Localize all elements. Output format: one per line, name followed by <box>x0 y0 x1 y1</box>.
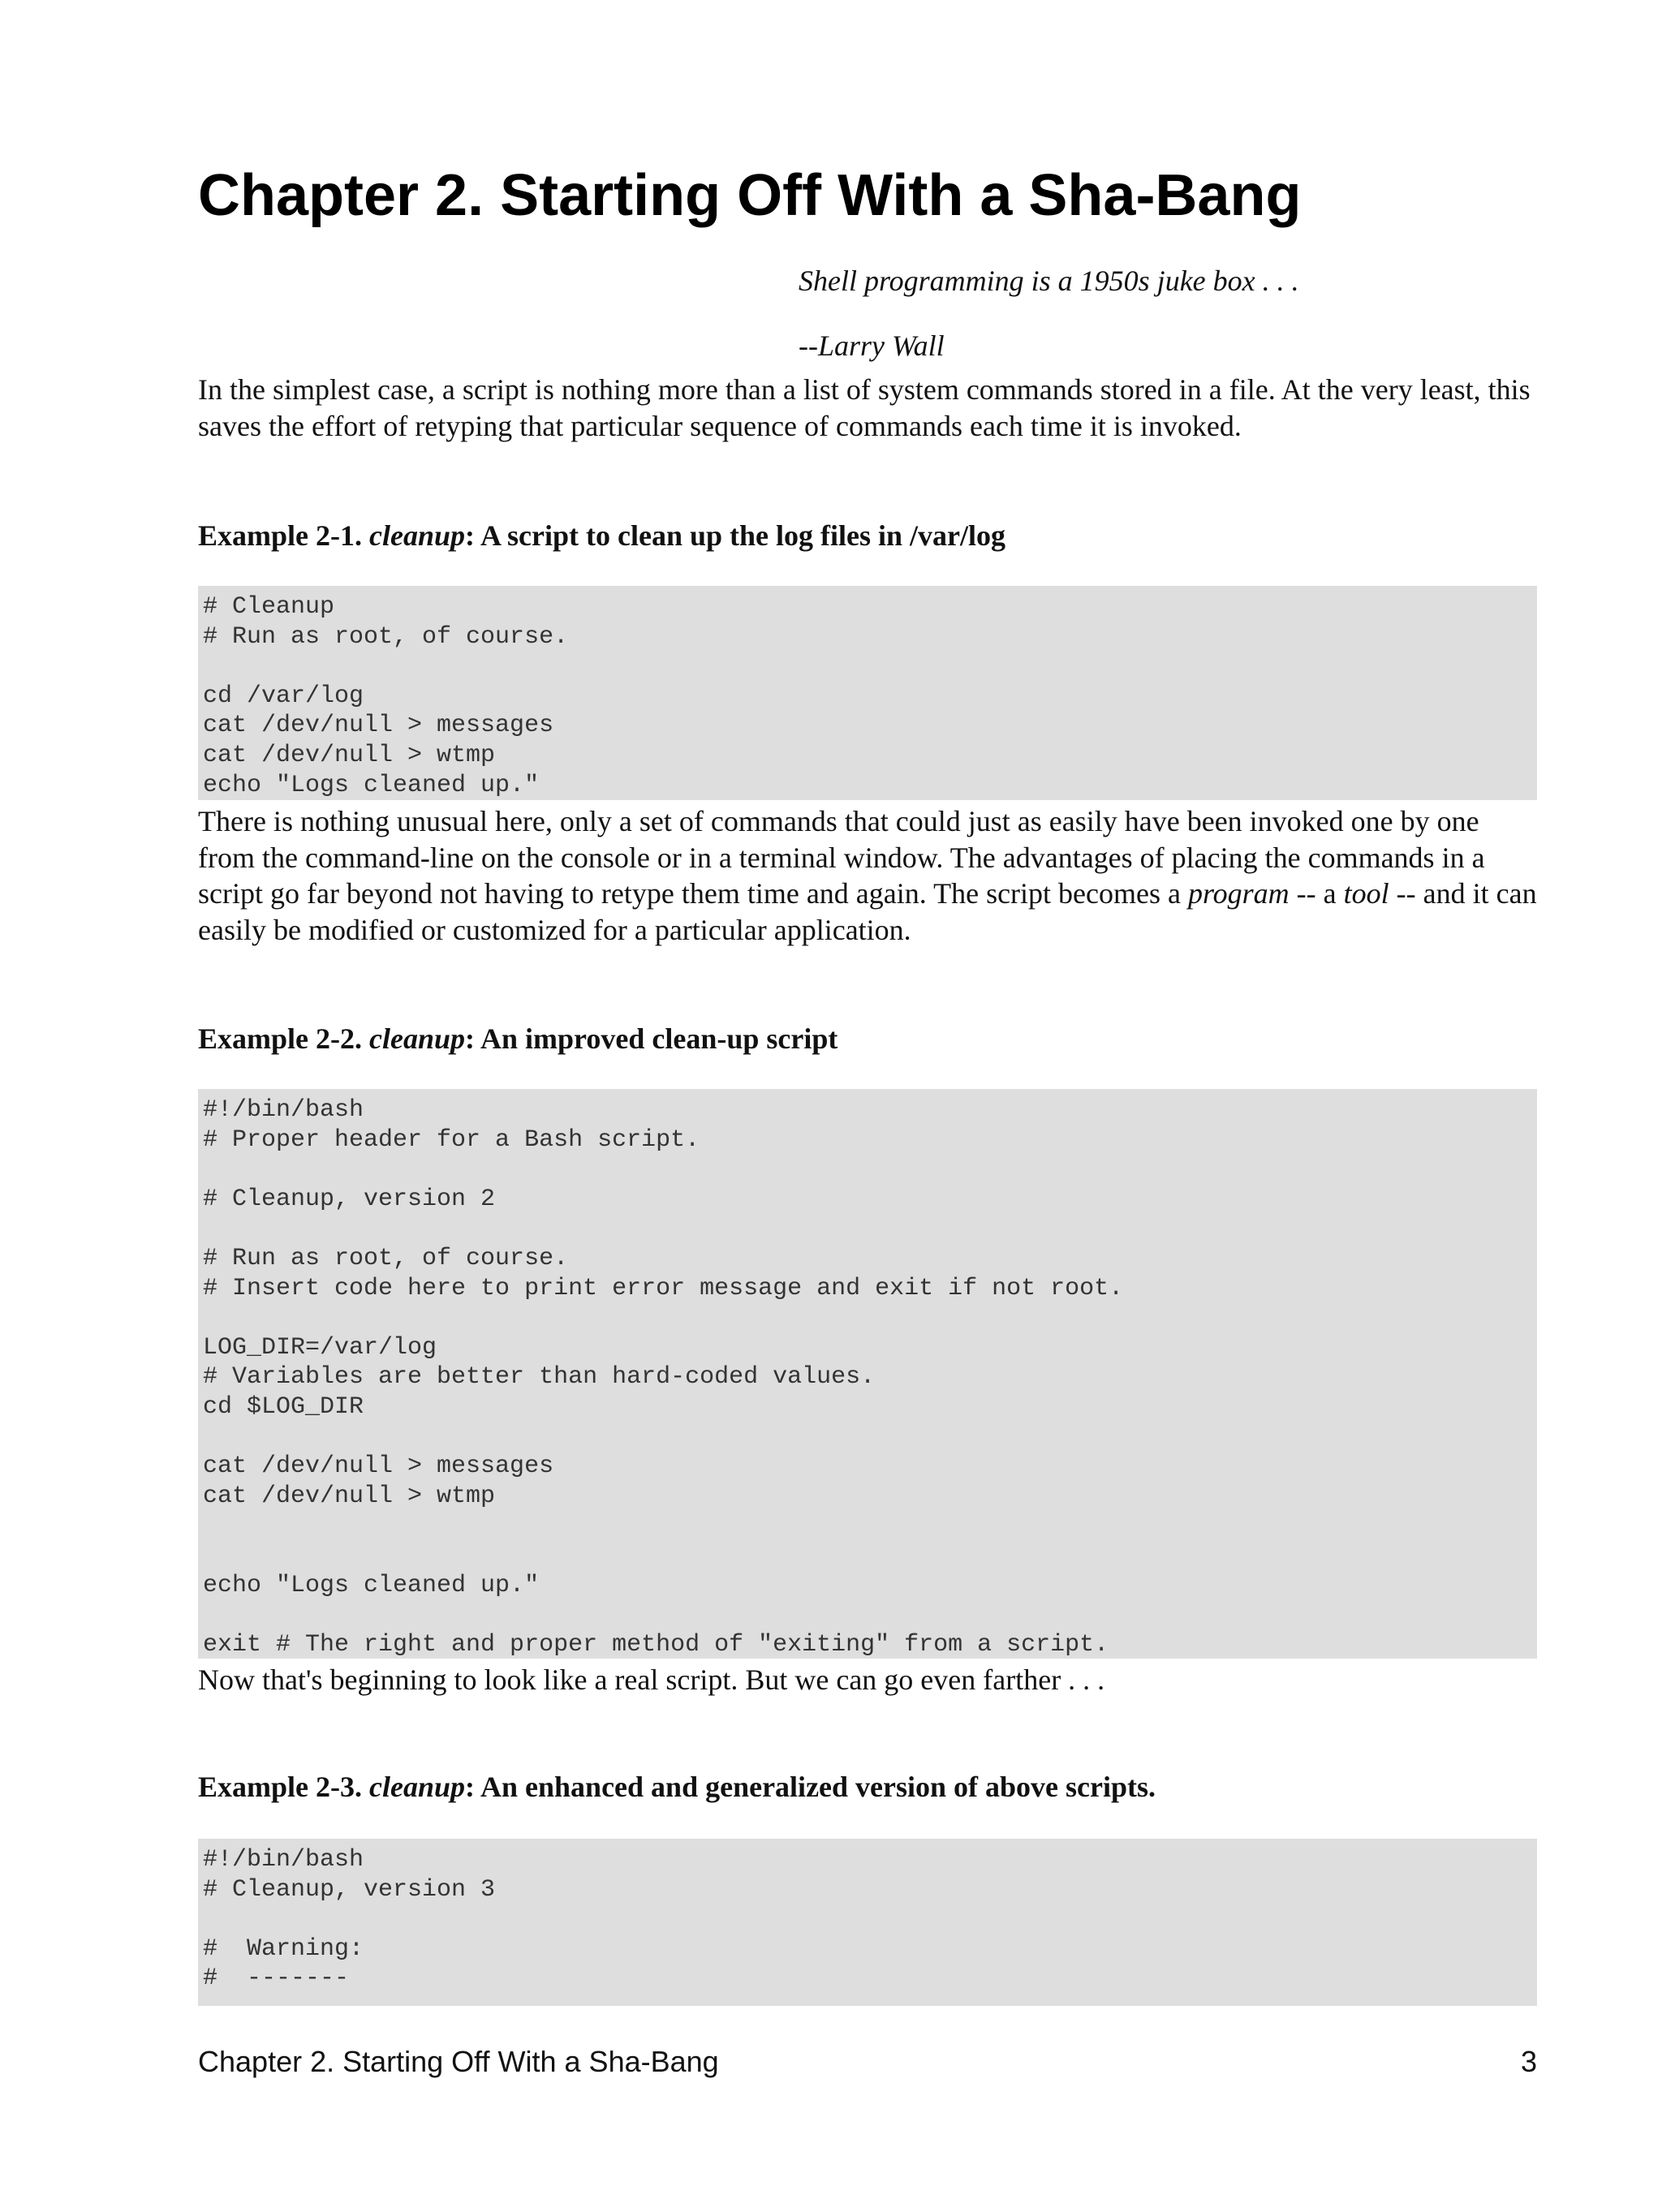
chapter-title: Chapter 2. Starting Off With a Sha-Bang <box>198 163 1302 228</box>
intro-paragraph: In the simplest case, a script is nothing more than a list of system commands stored in a file. At the very least, this saves the effort of retyping that particular sequence of commands each time it is invoked. <box>198 373 1531 442</box>
code-block-example-2-2 <box>198 1089 1537 1659</box>
code-line: cd /var/log <box>203 682 364 710</box>
page-number: 3 <box>1520 2045 1537 2078</box>
paragraph-real-script: Now that's beginning to look like a real script. But we can go even farther . . . <box>198 1663 1105 1696</box>
code-line: #!/bin/bash <box>203 1846 364 1874</box>
code-line <box>203 1600 1532 1630</box>
example-label: Example 2-3. <box>198 1771 369 1803</box>
epigraph-author: --Larry Wall <box>799 329 945 362</box>
code-line: # Cleanup <box>203 593 335 621</box>
example-script-name: cleanup <box>369 1022 466 1055</box>
code-block-example-2-1 <box>198 586 1537 800</box>
code-line: cat /dev/null > wtmp <box>203 741 496 769</box>
paragraph-text: There is nothing unusual here, only a set of commands that could just as easily have been invoked one by one from the command-line on the console or in a terminal window. The advantages of placing the commands in a script go far beyond not having to retype them time and again. The script becomes a <box>198 805 1485 910</box>
code-line: # Variables are better than hard-coded values. <box>203 1363 876 1392</box>
code-line <box>203 1422 1532 1452</box>
code-line: LOG_DIR=/var/log <box>203 1333 437 1362</box>
footer-chapter-title: Chapter 2. Starting Off With a Sha-Bang <box>198 2045 719 2078</box>
example-description: : An enhanced and generalized version of above scripts. <box>465 1771 1156 1803</box>
code-line: # Run as root, of course. <box>203 1244 569 1272</box>
epigraph-quote: Shell programming is a 1950s juke box . . . <box>799 265 1299 297</box>
example-2-3-title <box>198 1769 1156 1805</box>
code-line: # Cleanup, version 3 <box>203 1875 496 1904</box>
emphasis-program: program <box>1187 877 1290 910</box>
example-script-name: cleanup <box>369 519 466 552</box>
code-line <box>203 652 1532 682</box>
code-line: echo "Logs cleaned up." <box>203 1571 540 1599</box>
paragraph-program-tool <box>198 803 1537 948</box>
code-line: cat /dev/null > messages <box>203 712 554 740</box>
code-block-example-2-3 <box>198 1839 1537 2006</box>
code-line: # Run as root, of course. <box>203 622 569 651</box>
emphasis-tool: tool <box>1343 877 1389 910</box>
example-description: : An improved clean-up script <box>465 1022 838 1055</box>
example-label: Example 2-2. <box>198 1022 369 1055</box>
code-line: exit # The right and proper method of "exiting" from a script. <box>203 1630 1109 1659</box>
code-line <box>203 1904 1532 1934</box>
code-line: # Warning: <box>203 1934 364 1963</box>
example-description: : A script to clean up the log files in /var/log <box>465 519 1005 552</box>
code-line: cat /dev/null > wtmp <box>203 1482 496 1510</box>
page-footer <box>198 2042 1537 2082</box>
code-line: cd $LOG_DIR <box>203 1392 364 1421</box>
code-line: echo "Logs cleaned up." <box>203 771 540 799</box>
paragraph-text: -- and it can easily be modified or customized for a particular application. <box>198 877 1537 946</box>
code-line: # Insert code here to print error message and exit if not root. <box>203 1274 1124 1302</box>
code-line <box>203 1214 1532 1244</box>
code-line: cat /dev/null > messages <box>203 1452 554 1481</box>
code-line: # Proper header for a Bash script. <box>203 1125 700 1154</box>
code-line <box>203 1541 1532 1571</box>
code-line: #!/bin/bash <box>203 1096 364 1124</box>
example-2-2-title <box>198 1021 837 1057</box>
example-script-name: cleanup <box>369 1771 466 1803</box>
paragraph-text: -- a <box>1289 877 1344 910</box>
code-line <box>203 1155 1532 1185</box>
example-label: Example 2-1. <box>198 519 369 552</box>
code-line <box>203 1303 1532 1333</box>
code-line: # Cleanup, version 2 <box>203 1185 496 1213</box>
epigraph <box>799 263 1299 364</box>
code-line: # ------- <box>203 1965 350 1993</box>
code-line <box>203 1511 1532 1541</box>
example-2-1-title <box>198 518 1005 553</box>
